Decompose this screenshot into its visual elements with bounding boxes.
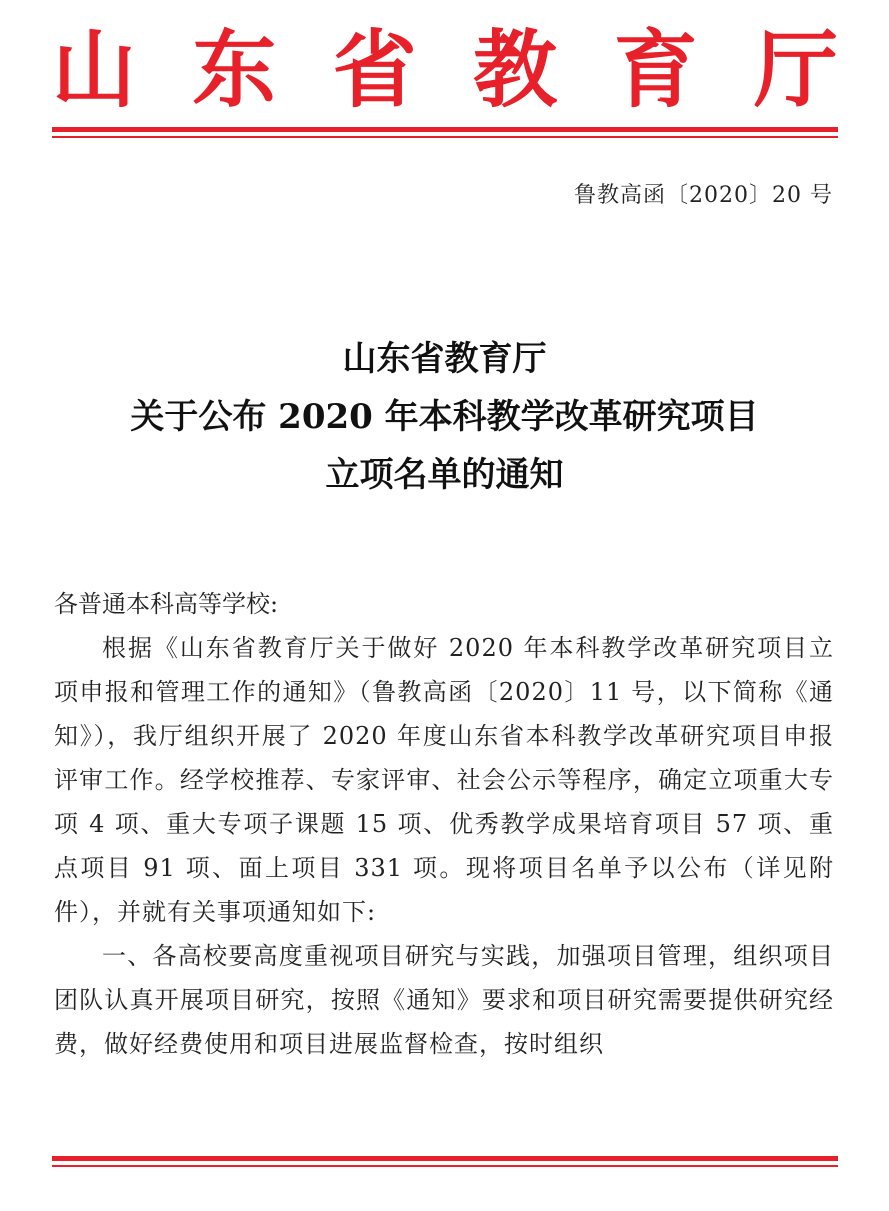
body-paragraph: 一、各高校要高度重视项目研究与实践，加强项目管理，组织项目团队认真开展项目研究，按照《通知》要求和项目研究需要提供研究经费，做好经费使用和项目进展监督检查，按时组织 (54, 942, 834, 1058)
title-line-2: 关于公布 2020 年本科教学改革研究项目 (130, 397, 759, 437)
footer-rule-thin (52, 1165, 838, 1167)
title-line-1: 山东省教育厅 (342, 339, 547, 379)
masthead-char: 山 (52, 20, 137, 119)
body-paragraph: 根据《山东省教育厅关于做好 2020 年本科教学改革研究项目立项申报和管理工作的通知》（鲁教高函〔2020〕11 号，以下简称《通知》），我厅组织开展了 2020 年度山东省本科教学改革研究项目申报评审工作。经学校推荐、专家评审、社会公示等程序，确定立项重大专项 4 项、重大专项子课题 15 项、优秀教学成果培育项目 57 项、重点项目 91 项、面上项目 331 项。现将项目名单予以公布（详见附件），并就有关事项通知如下: (54, 634, 834, 926)
masthead-char: 厅 (753, 20, 838, 119)
masthead-char: 育 (613, 20, 698, 119)
masthead-char: 省 (332, 20, 417, 119)
document-number: 鲁教高函〔2020〕20 号 (574, 183, 833, 208)
footer-rule-thick (52, 1156, 838, 1161)
masthead-char: 教 (473, 20, 558, 119)
masthead-char: 东 (192, 20, 277, 119)
salutation: 各普通本科高等学校: (54, 590, 279, 618)
masthead (52, 22, 838, 118)
header-rule-thin (52, 136, 838, 138)
document-body (54, 582, 834, 1066)
header-rule-thick (52, 127, 838, 132)
document-title (40, 330, 849, 504)
title-line-3: 立项名单的通知 (325, 455, 564, 495)
